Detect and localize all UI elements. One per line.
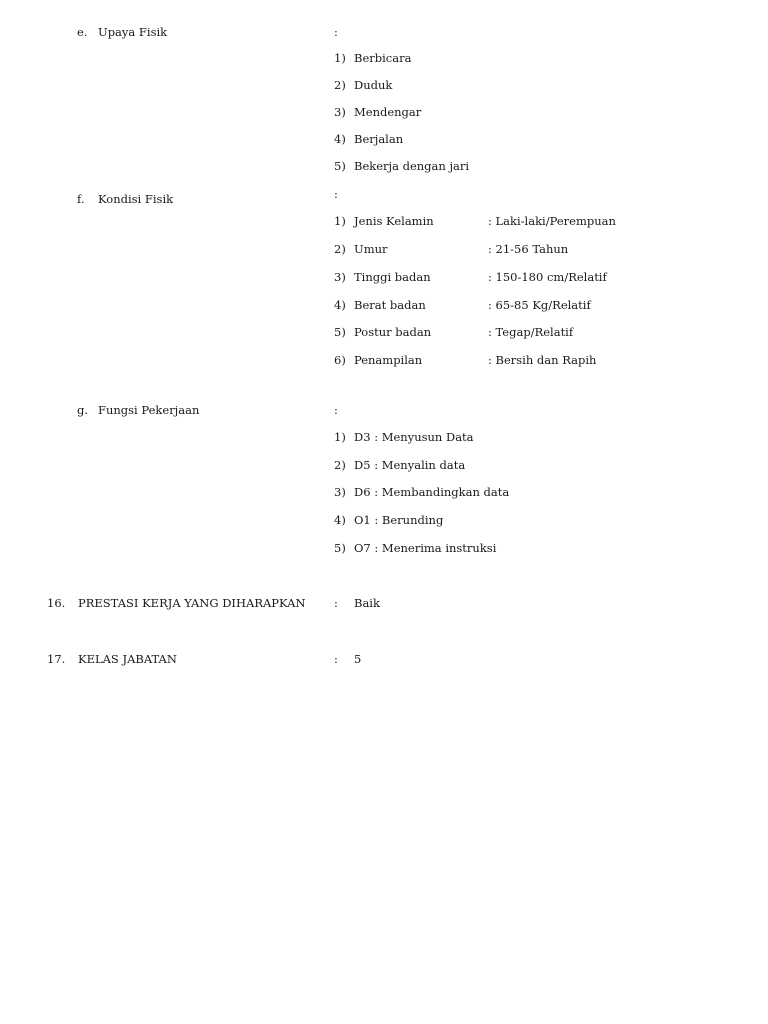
list-item: D5 : Menyalin data: [354, 458, 466, 472]
list-item: O7 : Menerima instruksi: [354, 541, 497, 555]
list-item: Postur badan: [354, 325, 432, 339]
list-item: Duduk: [354, 78, 393, 92]
list-item: D6 : Membandingkan data: [354, 485, 510, 499]
item-value: : Laki-laki/Perempuan: [488, 214, 616, 228]
list-item: Umur: [354, 242, 388, 256]
section-letter: e.: [77, 25, 88, 39]
section-colon: :: [334, 403, 338, 417]
item-number: 2): [334, 458, 346, 472]
section-label: Upaya Fisik: [98, 25, 168, 39]
section-label: Kondisi Fisik: [98, 192, 174, 206]
list-item: Mendengar: [354, 105, 422, 119]
item-number: 1): [334, 51, 346, 65]
item-number: 1): [334, 430, 346, 444]
item-number: 5): [334, 541, 346, 555]
list-item: Berbicara: [354, 51, 412, 65]
item-number: 3): [334, 270, 346, 284]
section-number: 16.: [47, 596, 66, 610]
list-item: Bekerja dengan jari: [354, 159, 470, 173]
item-number: 4): [334, 132, 346, 146]
item-number: 4): [334, 298, 346, 312]
list-item: D3 : Menyusun Data: [354, 430, 474, 444]
section-title: PRESTASI KERJA YANG DIHARAPKAN: [78, 596, 306, 610]
section-colon: :: [334, 187, 338, 201]
item-number: 2): [334, 242, 346, 256]
item-number: 6): [334, 353, 346, 367]
section-letter: f.: [77, 192, 85, 206]
section-value: Baik: [354, 596, 380, 610]
list-item: O1 : Berunding: [354, 513, 444, 527]
section-colon: :: [334, 652, 338, 666]
section-value: 5: [354, 652, 362, 666]
section-colon: :: [334, 25, 338, 39]
section-label: Fungsi Pekerjaan: [98, 403, 200, 417]
item-value: : Tegap/Relatif: [488, 325, 574, 339]
section-letter: g.: [77, 403, 89, 417]
list-item: Berat badan: [354, 298, 426, 312]
section-number: 17.: [47, 652, 66, 666]
item-number: 1): [334, 214, 346, 228]
item-number: 5): [334, 159, 346, 173]
section-colon: :: [334, 596, 338, 610]
item-number: 3): [334, 485, 346, 499]
item-number: 5): [334, 325, 346, 339]
list-item: Berjalan: [354, 132, 404, 146]
section-title: KELAS JABATAN: [78, 652, 177, 666]
list-item: Penampilan: [354, 353, 423, 367]
list-item: Jenis Kelamin: [354, 214, 434, 228]
item-number: 3): [334, 105, 346, 119]
list-item: Tinggi badan: [354, 270, 431, 284]
item-value: : Bersih dan Rapih: [488, 353, 597, 367]
item-value: : 150-180 cm/Relatif: [488, 270, 607, 284]
item-value: : 65-85 Kg/Relatif: [488, 298, 591, 312]
item-value: : 21-56 Tahun: [488, 242, 569, 256]
item-number: 2): [334, 78, 346, 92]
item-number: 4): [334, 513, 346, 527]
